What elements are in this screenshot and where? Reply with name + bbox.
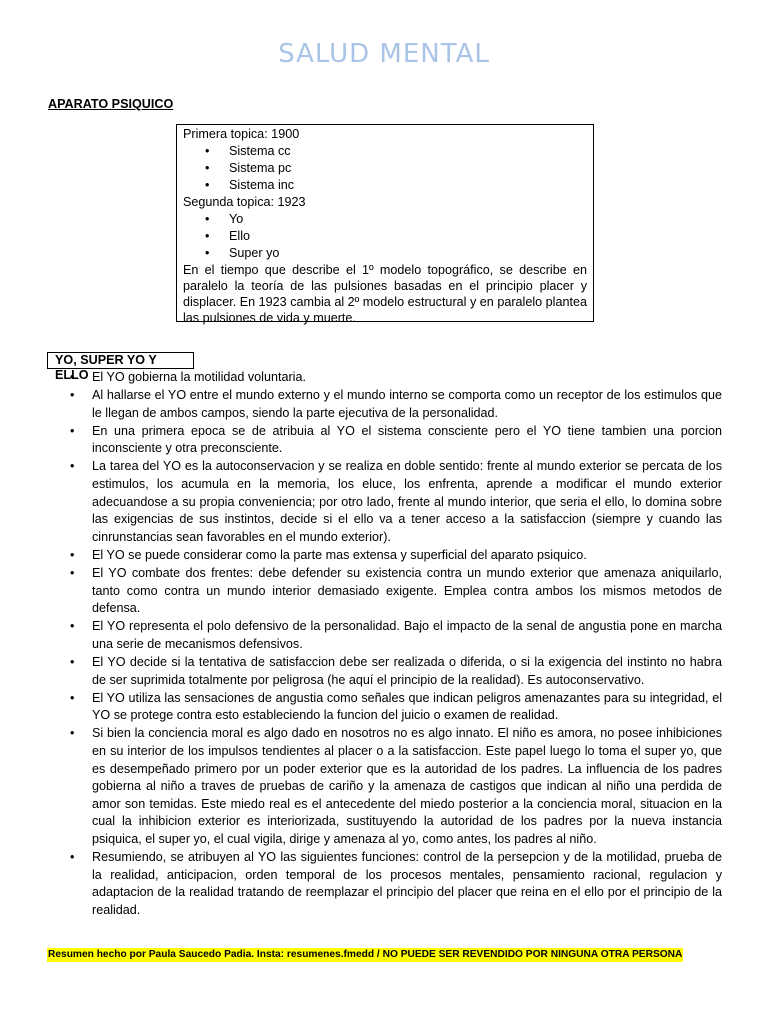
list-item: • Ello (229, 228, 587, 245)
list-item: • Al hallarse el YO entre el mundo externo y el mundo interno se comporta como un receptor de los estimulos que le llegan de ambos campos, siendo la parte ejecutiva de la personalidad. (92, 387, 722, 422)
list-item: • El YO gobierna la motilidad voluntaria. (92, 369, 722, 387)
primera-topica-list (183, 143, 587, 194)
list-item: • Sistema pc (229, 160, 587, 177)
list-item: • La tarea del YO es la autoconservacion y se realiza en doble sentido: frente al mundo exterior se percata de los estimulos, los acumula en la memoria, los eluce, los enfrenta, aprende a modificar el mundo exterior adecuandose a su propia conveniencia; por otro lado, frente al mundo interior, que seria el ello, lo domina sobre las exigencias de sus instintos, decide si el ello va a tener acceso a la satisfaccion (siempre y cuando las cinrunstancias sean favorables en el mundo exterior). (92, 458, 722, 546)
topica-box (176, 124, 594, 325)
list-item: • Sistema cc (229, 143, 587, 160)
footer-credit: Resumen hecho por Paula Saucedo Padia. Insta: resumenes.fmedd / NO PUEDE SER REVENDIDO POR NINGUNA OTRA PERSONA (48, 949, 683, 960)
list-item: • El YO se puede considerar como la parte mas extensa y superficial del aparato psiquico. (92, 547, 722, 565)
list-item: • Si bien la conciencia moral es algo dado en nosotros no es algo innato. El niño es amora, no posee inhibiciones en su interior de los impulsos tendientes al placer o a la satisfaccion. Este papel luego lo toma el super yo, que es desempeñado primero por un poder exterior que es la autoridad de los padres. La influencia de los padres gobierna al niño a traves de pruebas de cariño y la amenaza de castigos que indican al niño una perdida de amor son temidas. Este miedo real es el antecedente del miedo posterior a la conciencia moral, situacion en la cual la inhibicion exterior es interiorizada, sustituyendo la autoridad de los padres por la nueva instancia psiquica, el super yo, el cual vigila, dirige y amenaza al yo, como antes, los padres al niño. (92, 725, 722, 848)
segunda-topica-label: Segunda topica: 1923 (183, 195, 306, 209)
list-item: • El YO utiliza las sensaciones de angustia como señales que indican peligros amenazantes para su integridad, el YO se protege contra esto estableciendo la funcion del juicio o examen de realidad. (92, 690, 722, 725)
page-title: SALUD MENTAL (278, 39, 490, 69)
list-item: • En una primera epoca se de atribuia al YO el sistema consciente pero el YO tiene tambien una porcion inconsciente y otra preconsciente. (92, 423, 722, 458)
yo-bullet-list (92, 369, 722, 920)
topica-paragraph: En el tiempo que describe el 1º modelo topográfico, se describe en paralelo la teoría de las pulsiones basadas en el principio placer y displacer. En 1923 cambia al 2º modelo estructural y en paralelo plantea las pulsiones de vida y muerte. (183, 263, 587, 325)
section-heading-yo-super-yo-ello: YO, SUPER YO Y ELLO (47, 352, 194, 369)
list-item: • Resumiendo, se atribuyen al YO las siguientes funciones: control de la persepcion y de la motilidad, prueba de la realidad, anticipacion, orden temporal de los procesos mentales, pensamiento racional, regulacion y adaptacion de la realidad tratando de reemplazar el principio del placer que reina en el ello por el principio de la realidad. (92, 849, 722, 919)
primera-topica-label: Primera topica: 1900 (183, 127, 300, 141)
list-item: • Sistema inc (229, 177, 587, 194)
section-heading-aparato-psiquico: APARATO PSIQUICO (48, 97, 174, 111)
list-item: • El YO decide si la tentativa de satisfaccion debe ser realizada o diferida, o si la exigencia del instinto no habra de ser suprimida totalmente por peligrosa (he aquí el principio de la realidad). Es autoconservativo. (92, 654, 722, 689)
list-item: • El YO representa el polo defensivo de la personalidad. Bajo el impacto de la senal de angustia pone en marcha una serie de mecanismos defensivos. (92, 618, 722, 653)
list-item: • Yo (229, 211, 587, 228)
list-item: • El YO combate dos frentes: debe defender su existencia contra un mundo exterior que amenaza aniquilarlo, tanto como contra un mundo interior demasiado exigente. Emplea contra ambos los mismos metodos de defensa. (92, 565, 722, 618)
segunda-topica-list (183, 211, 587, 262)
list-item: • Super yo (229, 245, 587, 262)
